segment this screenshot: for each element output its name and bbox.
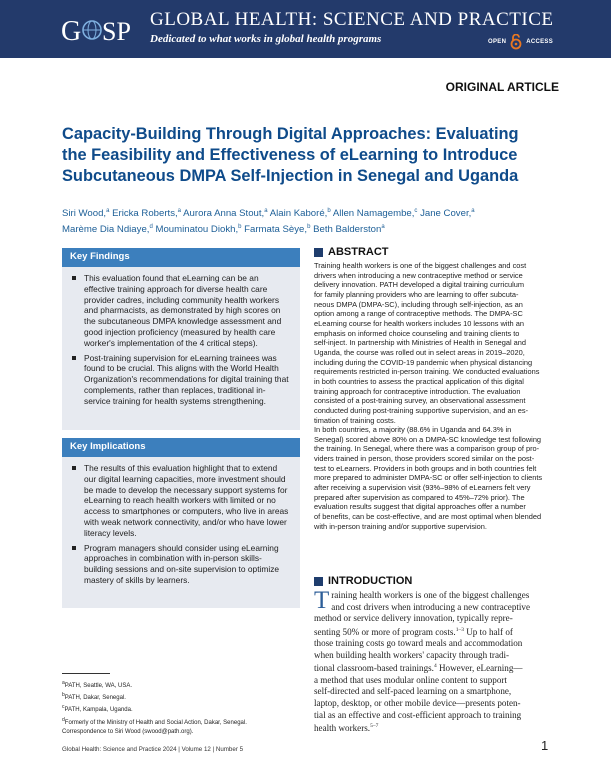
affiliation: $^b$PATH, Dakar, Senegal. [62,692,126,702]
key-implications-heading: Key Implications [62,438,300,457]
affiliation: $^d$Formerly of the Ministry of Health and Social Action, Dakar, Senegal. [62,716,247,726]
abstract-line: conducted during post-training supportive supervision, and an es- [314,405,529,415]
affiliations [62,679,300,737]
key-findings-heading: Key Findings [62,248,300,267]
author: Farmata Sèye,$^b$ [244,223,311,235]
author: Siri Wood,$^a$ [62,208,110,220]
bullet-square-icon [72,276,76,280]
author: Beth Balderston$^a$ [313,223,385,235]
abstract-line: prepared after supervision as compared to 45%–72% prior). The [314,492,525,502]
key-implication-item: The results of this evaluation highlight that to extend our digital learning capacities, more investment should be made to develop the necessary support systems for eLearning to reach health workers with limited or no access to smartphones or computers, who live in areas with weak network connectivity, and/or who have lower literacy levels. [70,463,290,539]
page-number: 1 [541,738,549,753]
bullet-square-icon [72,466,76,470]
affiliation-divider [62,673,110,674]
abstract-line: including during the COVID-19 pandemic when physical distancing [314,357,533,367]
introduction-paragraph: T raining health workers is one of the biggest challenges and cost drivers when introducing a new contraceptive method or service delivery innovation, typically repre- senting 50% or more of program costs.$^{1-3}$ Up to half of those training costs go toward meals and accommodation when building health workers' capacity through tradi- tional classroom-based trainings.$^4$ However, eLearning— a method that uses modular online content to support self-directed and self-paced learning on a smartphone, laptop, desktop, or other mobile device—presents poten- tial as an effective and cost-efficient approach to training health workers.$^{5-7}$ [314,587,531,734]
section-marker-icon [314,577,323,586]
bullet-square-icon [72,546,76,550]
abstract-line: consisted of a post-training survey, an observational assessment [314,396,526,406]
abstract-line: test to eLearners. Providers in both groups and in both countries felt [314,463,537,473]
author: Mouminatou Diokh,$^b$ [155,223,242,235]
title-line: the Feasibility and Effectiveness of eLearning to Introduce [62,146,518,164]
abstract-line: self-inject. In partnership with Ministries of Health in Senegal and [314,338,526,348]
journal-tagline: Dedicated to what works in global health programs [150,33,382,45]
journal-title: GLOBAL HEALTH: SCIENCE AND PRACTICE [150,9,554,30]
abstract-line: training approach for contraceptive introduction. The evaluation [314,386,521,396]
journal-logo [58,6,142,52]
abstract-line: neous DMPA (DMPA-SC), including through self-injection, as an [314,299,523,309]
open-access-badge [488,34,553,50]
abstract-line: Uganda, the course was rolled out in select areas in 2019–2020, [314,347,525,357]
abstract-paragraph-2 [314,425,552,531]
abstract-line: the training. In Senegal, where there was a comparison group of pro- [314,444,540,454]
abstract-paragraph-1 [314,261,552,425]
abstract-line: option among a range of contraceptive methods. The DMPA-SC [314,309,523,319]
abstract-line: with in-person training and/or supportive supervision. [314,521,487,531]
drop-cap: T [314,587,330,614]
abstract-heading: ABSTRACT [314,246,389,258]
abstract-line: more prepared to administer DMPA-SC or offer self-injection to clients [314,473,543,483]
author: Jane Cover,$^a$ [420,208,475,220]
ghsp-logo-icon [58,6,142,52]
key-finding-item: Post-training supervision for eLearning trainees was found to be crucial. This aligns with the World Health Organization's recommendations for digital training that complements, rather than replaces, traditional in-service training for health systems strengthening. [70,353,290,407]
affiliation: $^c$PATH, Kampala, Uganda. [62,704,133,714]
abstract-line: eLearning course for health workers includes 10 lessons with an [314,318,524,328]
abstract-line: drivers when introducing a new contraceptive method or service [314,270,523,280]
abstract-line: viders trained in person, those providers scored similar on the post- [314,453,535,463]
title-line: Subcutaneous DMPA Self-Injection in Senegal and Uganda [62,167,519,185]
abstract-line: in both countries to assess the practical application of this digital [314,376,524,386]
introduction-heading: INTRODUCTION [314,575,412,587]
open-access-open: OPEN [488,39,507,45]
author: Allen Namagembe,$^c$ [332,208,418,220]
svg-text:SP: SP [102,17,131,46]
page-footer: Global Health: Science and Practice 2024 | Volume 12 | Number 5 [62,746,244,753]
abstract-line: timation of training costs. [314,415,396,425]
key-finding-item: This evaluation found that eLearning can be an effective training approach for diverse health care provider cadres, including community health workers and pharmacists, as demonstrated by high scores on the subcutaneous DMPA knowledge assessment and good injection proficiency (measured by health care worker's implementation of the 4 critical steps). [70,273,290,349]
correspondence: Correspondence to Siri Wood (swood@path.org). [62,728,194,735]
author: Ericka Roberts,$^a$ [112,208,182,220]
open-lock-icon [509,34,523,50]
abstract-line: of benefits, can be cost-effective, and are most optimal when blended [314,511,542,521]
key-implications-box [62,438,300,608]
abstract-line: Training health workers is one of the biggest challenges and cost [314,261,527,270]
title-line: Capacity-Building Through Digital Approaches: Evaluating [62,125,519,143]
abstract-line: Senegal) scored above 80% on a DMPA-SC knowledge test following [314,434,542,444]
key-implication-item: Program managers should consider using eLearning approaches in combination with in-person skills-building sessions and on-site supervision to optimize mastery of skills by learners. [70,543,290,586]
open-access-access: ACCESS [526,39,554,45]
abstract-line: requirements restricted in-person training. We conducted evaluations [314,367,540,377]
abstract-line: for family planning providers who are learning to offer subcuta- [314,289,519,299]
abstract-line: after receiving a supervision visit (93%–98% of eLearners felt very [314,482,531,492]
key-findings-box [62,248,300,430]
abstract-line: evaluation results suggest that digital approaches offer a number [314,502,526,512]
author: Marème Dia Ndiaye,$^d$ [62,223,153,235]
article-title [62,124,562,187]
bullet-square-icon [72,356,76,360]
journal-banner [0,0,611,58]
svg-text:G: G [61,16,82,47]
author-list [62,205,552,236]
abstract-line: In both countries, a majority (88.6% in Uganda and 64.3% in [314,425,512,434]
author: Alain Kaboré,$^b$ [269,208,331,220]
author: Aurora Anna Stout,$^a$ [183,208,268,220]
article-type: ORIGINAL ARTICLE [445,80,559,94]
abstract-line: delivery innovation. PATH developed a digital training curriculum [314,280,525,290]
affiliation: $^a$PATH, Seattle, WA, USA. [62,680,133,689]
abstract-line: emphasis on informed choice counseling and training clients to [314,328,520,338]
section-marker-icon [314,248,323,257]
